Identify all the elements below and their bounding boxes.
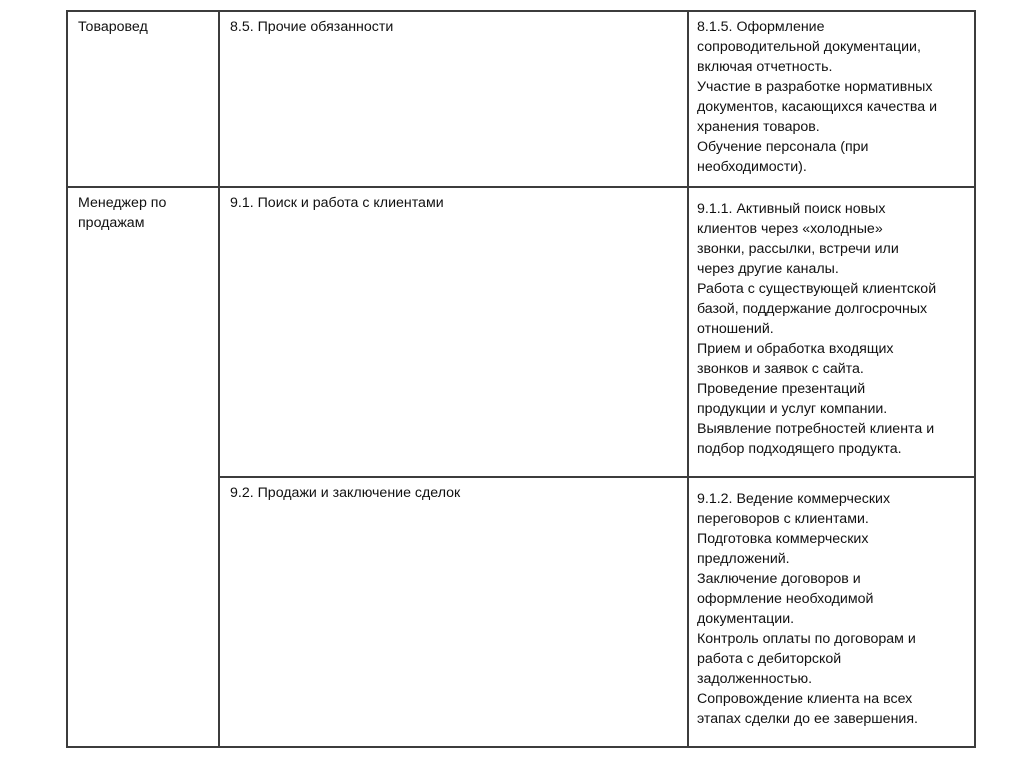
duty-line: Участие в разработке нормативных <box>697 79 933 95</box>
table-row <box>67 187 975 477</box>
duty-line: оформление необходимой <box>697 591 874 607</box>
duty-line: сопроводительной документации, <box>697 39 921 55</box>
duty-line: 9.1.2. Ведение коммерческих <box>697 491 891 507</box>
duty-line: 9.1.1. Активный поиск новых <box>697 201 886 217</box>
duty-line: документов, касающихся качества и <box>697 99 937 115</box>
duty-line: 8.1.5. Оформление <box>697 19 825 35</box>
duty-line: Обучение персонала (при <box>697 139 869 155</box>
duty-line: звонков и заявок с сайта. <box>697 361 864 377</box>
duty-line: документации. <box>697 611 795 627</box>
duty-line: хранения товаров. <box>697 119 820 135</box>
role-cell <box>67 187 219 747</box>
duty-line: отношений. <box>697 321 774 337</box>
duty-line: необходимости). <box>697 159 807 175</box>
duty-line: звонки, рассылки, встречи или <box>697 241 899 257</box>
section-label: 9.2. Продажи и заключение сделок <box>230 485 461 501</box>
section-label: 9.1. Поиск и работа с клиентами <box>230 195 444 211</box>
section-cell <box>219 187 688 477</box>
duty-line: подбор подходящего продукта. <box>697 441 902 457</box>
duties-table <box>66 10 976 748</box>
duty-line: Прием и обработка входящих <box>697 341 894 357</box>
duty-line: переговоров с клиентами. <box>697 511 869 527</box>
duty-line: Контроль оплаты по договорам и <box>697 631 916 647</box>
duty-line: работа с дебиторской <box>697 651 842 667</box>
duty-line: базой, поддержание долгосрочных <box>697 301 928 317</box>
duty-line: этапах сделки до ее завершения. <box>697 711 918 727</box>
table-row <box>67 11 975 187</box>
role-label: Менеджер по <box>78 195 167 211</box>
duties-table-wrapper <box>66 10 974 748</box>
role-cell <box>67 11 219 187</box>
section-cell <box>219 11 688 187</box>
duty-line: Заключение договоров и <box>697 571 861 587</box>
duty-line: задолженностью. <box>697 671 813 687</box>
role-label: продажам <box>78 215 145 231</box>
duty-line: Работа с существующей клиентской <box>697 281 937 297</box>
duty-line: предложений. <box>697 551 790 567</box>
duty-line: Подготовка коммерческих <box>697 531 869 547</box>
duty-line: клиентов через «холодные» <box>697 221 883 237</box>
duties-cell <box>688 477 975 747</box>
duties-cell <box>688 187 975 477</box>
duty-line: через другие каналы. <box>697 261 839 277</box>
duty-line: включая отчетность. <box>697 59 833 75</box>
duty-line: продукции и услуг компании. <box>697 401 888 417</box>
duty-line: Выявление потребностей клиента и <box>697 421 935 437</box>
section-label: 8.5. Прочие обязанности <box>230 19 394 35</box>
duty-line: Проведение презентаций <box>697 381 866 397</box>
role-label: Товаровед <box>78 19 148 35</box>
duties-cell <box>688 11 975 187</box>
section-cell <box>219 477 688 747</box>
duty-line: Сопровождение клиента на всех <box>697 691 913 707</box>
